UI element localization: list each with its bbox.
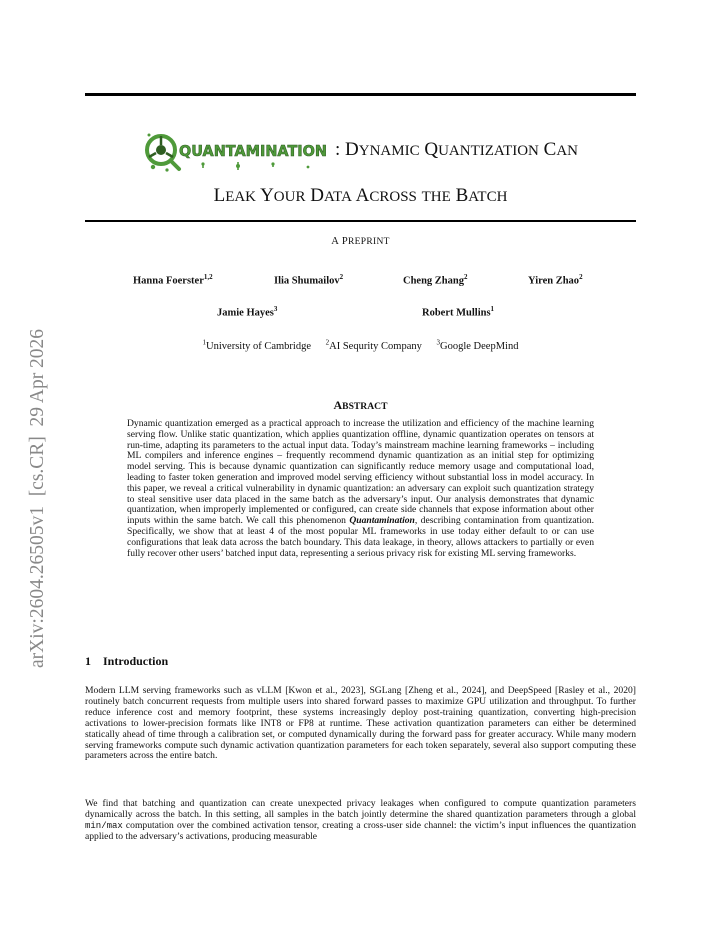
title-word-leak: LEAK [213,185,257,206]
author-ilia-shumailov: Ilia Shumailov$^2$ [274,273,344,287]
affiliation-google-deepmind: $^3$Google DeepMind [436,338,519,352]
logo-word-text: QUANTAMINATION [178,142,327,160]
title-top-rule [85,93,636,96]
title-word-quantization: QUANTIZATION [424,139,539,160]
arxiv-side-stamp [14,258,54,678]
abstract-heading: ABSTRACT [333,398,388,412]
affiliations [85,338,636,352]
title-word-can: CAN [543,139,578,160]
title-colon: : [334,139,346,160]
preprint-label: A PREPRINT [331,236,390,247]
arxiv-id-text: arXiv:2604.26505v1 [cs.CR] 29 Apr 2026 [27,328,48,668]
paper-title-line-1 [85,120,636,180]
abstract-text: Dynamic quantization emerged as a practical approach to increase the utilization and efficiency of the machine learning serving flow. Unlike static quantization, which applies quantization offline, dynamic quantization operates on tensors at run-time, adapting its parameters to the actual input data. Today’s mainstream machine learning frameworks – including ML compilers and inference engines – frequently recommend dynamic quantization as an initial step for optimizing model serving. This is because dynamic quantization can significantly reduce memory usage and computational load, leading to faster token generation and improved model serving efficiency without substantial loss in model accuracy. In this paper, we reveal a critical vulnerability in dynamic quantization: an adversary can exploit such quantization strategy to steal sensitive user data placed in the same batch as the adversary’s input. Our analysis demonstrates that dynamic quantization, when improperly implemented or configured, can create side channels that expose information about other inputs within the same batch. We call this phenomenon Quantamination, describing contamination from quantization. Specifically, we show that at least 4 of the most popular ML frameworks in use today either default to or can use configurations that leak data across the batch boundary. This data leakage, in theory, allows attackers to partially or even fully recover other users’ batched input data, representing a serious privacy risk for existing ML serving frameworks. [127,418,594,559]
author-jamie-hayes: Jamie Hayes$^3$ [217,305,278,319]
paper-title-line-2 [85,185,636,207]
author-hanna-foerster: Hanna Foerster$^{1,2}$ [133,273,213,287]
title-word-your: YOUR [260,185,306,206]
title-word-across: ACROSS [355,185,417,206]
title-word-the: THE [421,189,451,205]
author-yiren-zhao: Yiren Zhao$^2$ [528,273,583,287]
title-word-batch: BATCH [455,185,508,206]
section-introduction-heading: 1 Introduction [85,654,169,668]
author-cheng-zhang: Cheng Zhang$^2$ [403,273,468,287]
affiliation-cambridge: $^1$University of Cambridge [202,338,312,352]
affiliation-ai-sequrity: $^2$AI Sequrity Company [325,338,422,352]
quantamination-term: Quantamination [349,515,415,527]
min-max-code: min/max [85,820,123,831]
quantamination-logo [143,123,333,177]
title-bottom-rule [85,220,636,222]
intro-paragraph-1: Modern LLM serving frameworks such as vLLM [Kwon et al., 2023], SGLang [Zheng et al., 2024], and DeepSpeed [Rasley et al., 2020] routinely batch concurrent requests from multiple users into shared forward passes to maximize GPU utilization and throughput. To further reduce inference cost and memory footprint, these systems increasingly deploy post-training quantization, converting high-precision activations to lower-precision formats like INT8 or FP8 at runtime. These activation quantization parameters can either be determined statically ahead of time through a calibration set, or computed dynamically during the forward pass for greater accuracy. While many modern serving frameworks compute such dynamic activation quantization parameters for each token separately, several also support computing these parameters across the entire batch. [85,685,636,762]
title-word-data: DATA [310,185,352,206]
title-word-dynamic: DYNAMIC [345,139,420,160]
author-robert-mullins: Robert Mullins$^1$ [422,305,495,319]
intro-paragraph-2: We find that batching and quantization can create unexpected privacy leakages when configured to compute quantization parameters dynamically across the batch. In this setting, all samples in the batch jointly determine the shared quantization parameters through a global min/max computation over the combined activation tensor, creating a cross-user side channel: the victim’s input influences the quantization applied to the adversary’s activations, producing measurable [85,798,636,842]
